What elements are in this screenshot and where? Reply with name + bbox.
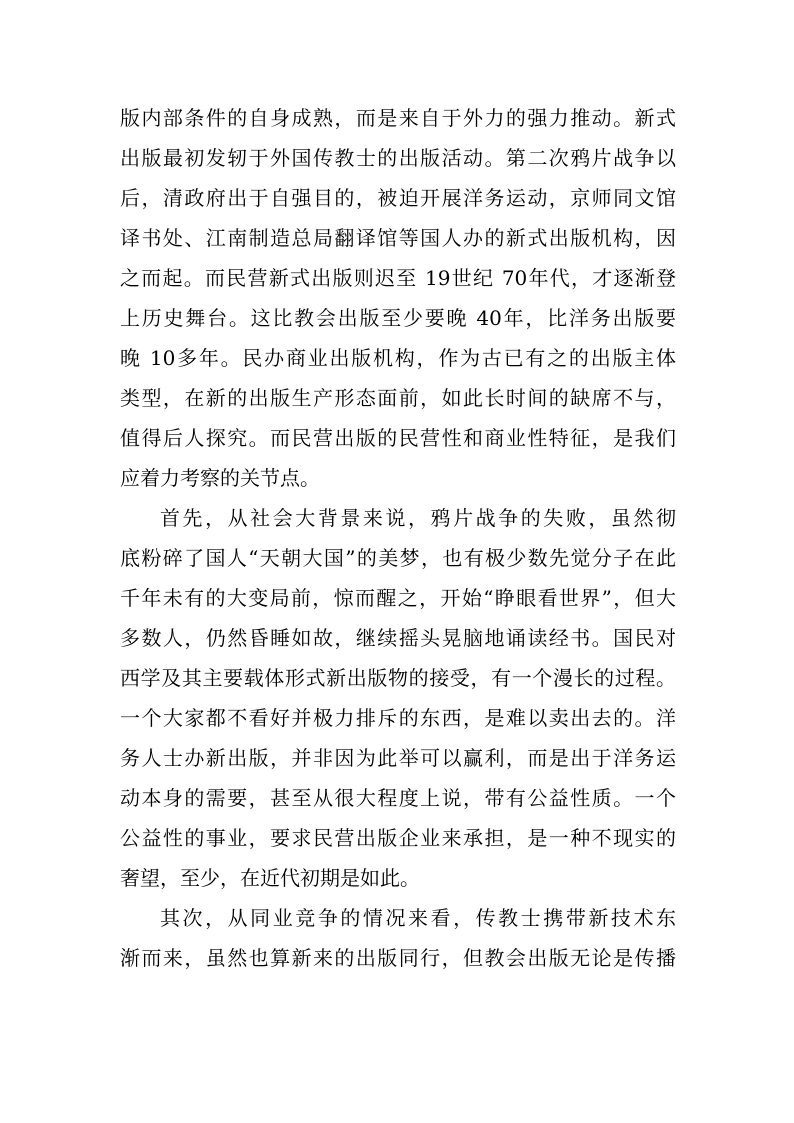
text-line: 西学及其主要载体形式新出版物的接受，有一个漫长的过程。	[120, 666, 676, 690]
text-line: 上历史舞台。这比教会出版至少要晚 40年，比洋务出版要	[120, 306, 676, 330]
text-line: 应着力考察的关节点。	[120, 466, 320, 490]
text-line: 渐而来，虽然也算新来的出版同行，但教会出版无论是传播	[120, 946, 676, 970]
text-line: 其次，从同业竞争的情况来看，传教士携带新技术东	[160, 906, 676, 930]
text-line: 后，清政府出于自强目的，被迫开展洋务运动，京师同文馆	[120, 186, 676, 210]
text-line: 千年未有的大变局前，惊而醒之，开始“睁眼看世界”，但大	[120, 586, 676, 610]
body-text	[120, 98, 676, 978]
text-line: 动本身的需要，甚至从很大程度上说，带有公益性质。一个	[120, 786, 676, 810]
text-line: 奢望，至少，在近代初期是如此。	[120, 866, 420, 890]
text-line: 首先，从社会大背景来说，鸦片战争的失败，虽然彻	[160, 506, 676, 530]
paragraph-1	[120, 98, 676, 498]
text-line: 晚 10多年。民办商业出版机构，作为古已有之的出版主体	[120, 346, 676, 370]
text-line: 译书处、江南制造总局翻译馆等国人办的新式出版机构，因	[120, 226, 676, 250]
text-line: 版内部条件的自身成熟，而是来自于外力的强力推动。新式	[120, 106, 676, 130]
text-line: 出版最初发轫于外国传教士的出版活动。第二次鸦片战争以	[120, 146, 676, 170]
text-line: 多数人，仍然昏睡如故，继续摇头晃脑地诵读经书。国民对	[120, 626, 676, 650]
text-line: 公益性的事业，要求民营出版企业来承担，是一种不现实的	[120, 826, 676, 850]
paragraph-2	[120, 498, 676, 898]
text-line: 类型，在新的出版生产形态面前，如此长时间的缺席不与，	[120, 386, 676, 410]
paragraph-3	[120, 898, 676, 978]
text-line: 值得后人探究。而民营出版的民营性和商业性特征，是我们	[120, 426, 676, 450]
text-line: 底粉碎了国人“天朝大国”的美梦，也有极少数先觉分子在此	[120, 546, 676, 570]
text-line: 之而起。而民营新式出版则迟至 19世纪 70年代，才逐渐登	[120, 266, 676, 290]
text-line: 务人士办新出版，并非因为此举可以赢利，而是出于洋务运	[120, 746, 676, 770]
text-line: 一个大家都不看好并极力排斥的东西，是难以卖出去的。洋	[120, 706, 676, 730]
